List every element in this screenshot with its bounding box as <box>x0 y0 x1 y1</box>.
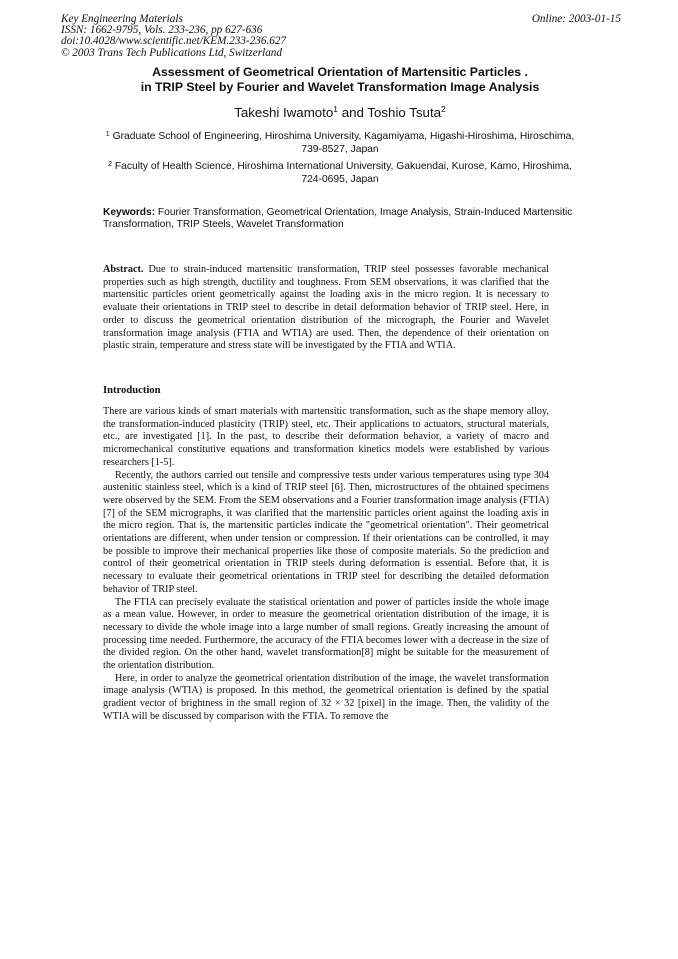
paper-title <box>60 65 620 95</box>
affiliation-number: 1 <box>105 131 110 138</box>
publication-header <box>61 14 621 59</box>
keywords-text: Fourier Transformation, Geometrical Orientation, Image Analysis, Strain-Induced Martensitic Transformation, TRIP Steels, Wavelet Transformation <box>103 207 573 230</box>
copyright-line: © 2003 Trans Tech Publications Ltd, Switzerland <box>61 46 282 59</box>
affiliation-text: Faculty of Health Science, Hiroshima International University, Gakuendai, Kurose, Kamo, Hiroshima, 724-0695, Japan <box>114 161 572 185</box>
journal-name: Key Engineering Materials <box>61 13 183 25</box>
online-date: Online: 2003-01-15 <box>531 13 621 25</box>
paragraph: There are various kinds of smart materials with martensitic transformation, such as the shape memory alloy, the transformation-induced plasticity (TRIP) steel, etc. Their applications to actuators, structural materials, etc., are investigated [1]. In the past, to describe their deformation behavior, a variety of macro and micromechanical constitutive equations and transformation kinetics models were established by various researchers [1-5]. <box>103 406 549 468</box>
title-line-1: Assessment of Geometrical Orientation of Martensitic Particles . <box>152 65 528 79</box>
keywords-block <box>103 207 573 231</box>
doi-link[interactable]: doi:10.4028/www.scientific.net/KEM.233-236.627 <box>61 35 287 48</box>
affiliation-text: Graduate School of Engineering, Hiroshima University, Kagamiyama, Higashi-Hiroshima, Hiroschima, 739-8527, Japan <box>112 131 575 155</box>
abstract-text: Due to strain-induced martensitic transformation, TRIP steel possesses favorable mechanical properties such as high strength, ductility and toughness. From SEM observations, it was clarified that the martensitic particles orient geometrically against the loading axis in the micro region. It is necessary to evaluate their orientations in TRIP steel to describe in detail deformation behavior of TRIP steel. Here, in order to discuss the geometrical orientation distribution of the micrograph, the Fourier and Wavelet transformation image analysis (FTIA and WTIA) are used. Then, the dependence of their orientation on plastic strain, temperature and stress state will be investigated by the FTIA and WTIA. <box>103 264 549 352</box>
author-conjunction: and <box>338 105 368 120</box>
introduction-body <box>103 406 549 724</box>
affiliation-marker: 1 <box>333 104 339 114</box>
author-list <box>60 105 620 120</box>
issn-line: ISSN: 1662-9795, Vols. 233-236, pp 627-636 <box>61 24 263 37</box>
title-line-2: in TRIP Steel by Fourier and Wavelet Transformation Image Analysis <box>140 79 540 94</box>
affiliation-1 <box>100 131 580 156</box>
keywords-label: Keywords: <box>103 207 156 218</box>
abstract-block <box>103 264 549 353</box>
paragraph: The FTIA can precisely evaluate the statistical orientation and power of particles inside the whole image as a mean value. However, in order to measure the geometrical orientation distribution of the image, it is necessary to divide the whole image into a large number of small regions. Greatly increasing the amount of processing time needed. Furthermore, the accuracy of the FTIA becomes lower with a decrease in the size of the divided region. On the other hand, wavelet transformation[8] might be suitable for the measurement of the orientation distribution. <box>103 596 549 672</box>
paragraph: Here, in order to analyze the geometrical orientation distribution of the image, the wavelet transformation image analysis (WTIA) is proposed. In this method, the geometrical orientation is defined by the spatial gradient vector of brightness in the small region of 32 × 32 [pixel] in the image. Then, the validity of the WTIA will be discussed by comparison with the FTIA. To remove the <box>103 672 549 722</box>
abstract-label: Abstract. <box>103 264 144 275</box>
affiliation-number: 2 <box>108 161 112 168</box>
paragraph: Recently, the authors carried out tensile and compressive tests under various temperatures using type 304 austenitic stainless steel, which is a kind of TRIP steel [6]. Then, microstructures of the obtained specimens were observed by the SEM. From the SEM observations and a Fourier transformation image analysis (FTIA) [7] of the SEM micrographs, it was clarified that the martensitic particles orient against the loading axis in the micro region. That is, the martensitic particles indicate the "geometrical orientation". Their geometrical orientations are different, when under tension or compression. If their orientations can be controlled, it may be possible to improve their mechanical properties like those of composite materials. So the prediction and control of their geometrical orientation in TRIP steels during deformation is essential. Before that, it is necessary to evaluate their geometrical orientations in TRIP steel for describing the detailed deformation behavior of TRIP steel. <box>103 469 549 595</box>
section-heading-introduction: Introduction <box>103 385 161 396</box>
author-name: Takeshi Iwamoto <box>234 105 334 120</box>
author-name: Toshio Tsuta <box>367 105 442 120</box>
affiliation-2 <box>100 161 580 186</box>
affiliation-marker: 2 <box>441 104 446 114</box>
